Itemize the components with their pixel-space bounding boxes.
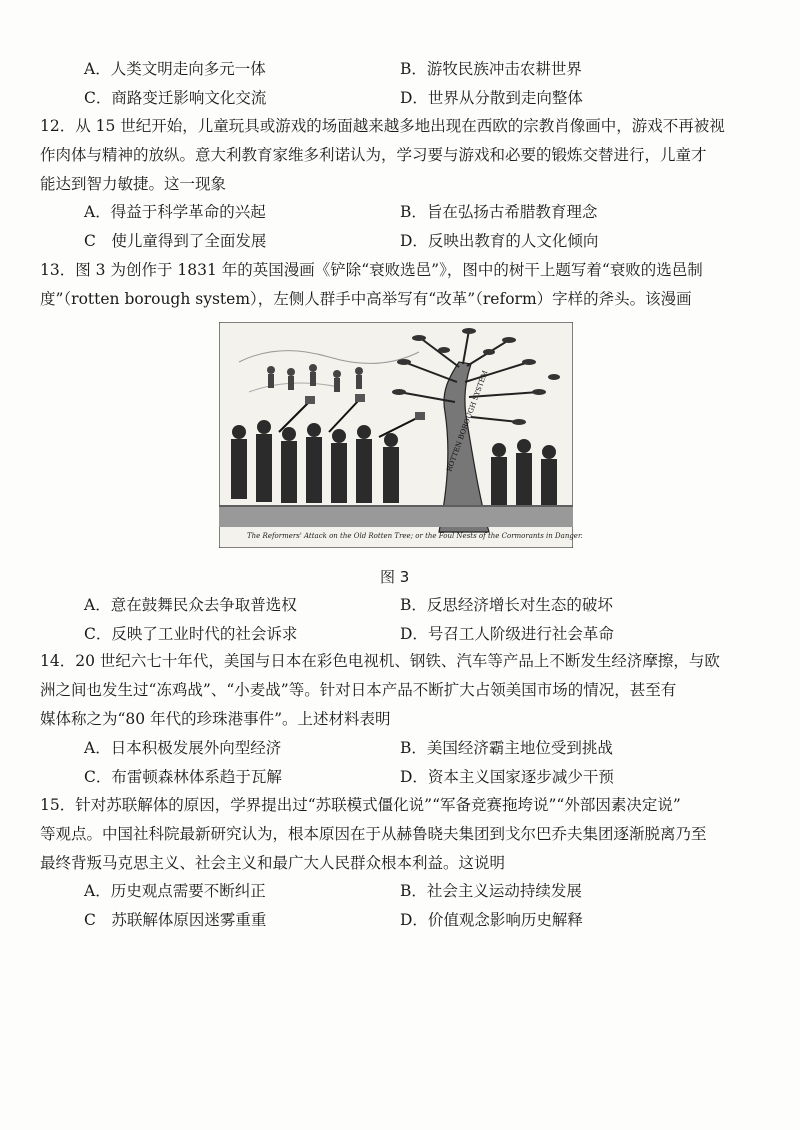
q13-stem-line: 度”（rotten borough system），左侧人群手中高举写有“改革”（reform）字样的斧头。该漫画 [40, 290, 692, 308]
cartoon-caption: The Reformers' Attack on the Old Rotten Tree; or the Foul Nests of the Cormorants in Danger. [247, 532, 583, 540]
q14-option-d[interactable]: D．资本主义国家逐步减少干预 [400, 768, 614, 786]
q15-stem-line: 等观点。中国社科院最新研究认为，根本原因在于从赫鲁晓夫集团到戈尔巴乔夫集团逐渐脱离乃至 [40, 825, 707, 843]
q14-option-a[interactable]: A．日本积极发展外向型经济 [84, 739, 282, 757]
q13-option-b[interactable]: B．反思经济增长对生态的破坏 [400, 596, 613, 614]
figure-3-cartoon [219, 322, 583, 548]
q15-stem-line: 最终背叛马克思主义、社会主义和最广大人民群众根本利益。这说明 [40, 854, 506, 872]
q15-option-b[interactable]: B．社会主义运动持续发展 [400, 882, 582, 900]
q12-stem-line: 能达到智力敏捷。这一现象 [40, 175, 227, 193]
q12-option-a[interactable]: A．得益于科学革命的兴起 [84, 203, 266, 221]
q14-option-c[interactable]: C．布雷顿森林体系趋于瓦解 [84, 768, 282, 786]
q13-stem-line: 13．图 3 为创作于 1831 年的英国漫画《铲除“衰败选邑”》，图中的树干上题写着“衰败的选邑制 [40, 261, 703, 279]
q14-stem-line: 媒体称之为“80 年代的珍珠港事件”。上述材料表明 [40, 710, 391, 728]
q14-option-b[interactable]: B．美国经济霸主地位受到挑战 [400, 739, 613, 757]
q11-option-c[interactable]: C．商路变迁影响文化交流 [84, 89, 267, 107]
q14-stem-line: 14．20 世纪六七十年代，美国与日本在彩色电视机、钢铁、汽车等产品上不断发生经济摩擦，与欧 [40, 652, 720, 670]
q15-stem [40, 791, 762, 878]
q13-option-a[interactable]: A．意在鼓舞民众去争取普选权 [84, 596, 297, 614]
q15-option-d[interactable]: D．价值观念影响历史解释 [400, 911, 583, 929]
cartoon-illustration [219, 322, 583, 548]
q13-option-c[interactable]: C．反映了工业时代的社会诉求 [84, 625, 298, 643]
q14-stem [40, 647, 762, 734]
q12-option-c[interactable]: C 使儿童得到了全面发展 [84, 232, 267, 250]
q13-option-d[interactable]: D．号召工人阶级进行社会革命 [400, 625, 614, 643]
q13-stem [40, 256, 762, 314]
q15-stem-line: 15．针对苏联解体的原因，学界提出过“苏联模式僵化说”“军备竞赛拖垮说”“外部因素决定说” [40, 796, 681, 814]
q11-option-d[interactable]: D．世界从分散到走向整体 [400, 89, 583, 107]
q11-option-a[interactable]: A．人类文明走向多元一体 [84, 60, 266, 78]
q12-option-b[interactable]: B．旨在弘扬古希腊教育理念 [400, 203, 598, 221]
trunk-inscription: ROTTEN BOROUGH SYSTEM [445, 369, 490, 473]
q15-option-a[interactable]: A．历史观点需要不断纠正 [84, 882, 266, 900]
q11-option-b[interactable]: B．游牧民族冲击农耕世界 [400, 60, 582, 78]
figure-label: 图 3 [380, 568, 410, 586]
q12-stem-line: 12．从 15 世纪开始，儿童玩具或游戏的场面越来越多地出现在西欧的宗教肖像画中，游戏不再被视 [40, 117, 725, 135]
q12-option-d[interactable]: D．反映出教育的人文化倾向 [400, 232, 599, 250]
q12-stem [40, 112, 762, 199]
q15-option-c[interactable]: C 苏联解体原因迷雾重重 [84, 911, 267, 929]
q12-stem-line: 作肉体与精神的放纵。意大利教育家维多利诺认为，学习要与游戏和必要的锻炼交替进行，儿童才 [40, 146, 707, 164]
q14-stem-line: 洲之间也发生过“冻鸡战”、“小麦战”等。针对日本产品不断扩大占领美国市场的情况，甚至有 [40, 681, 677, 699]
